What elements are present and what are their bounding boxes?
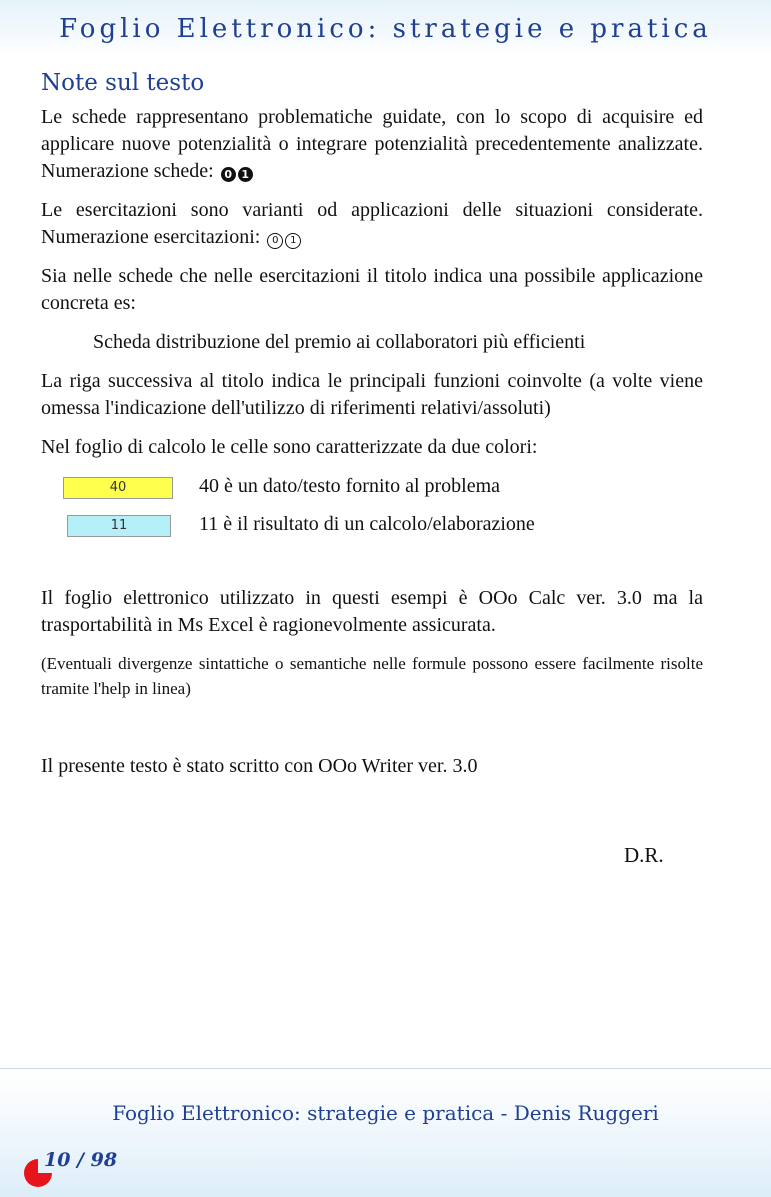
input-cell-sample: 40 — [63, 477, 173, 499]
paragraph-riga: La riga successiva al titolo indica le principali funzioni coinvolte (a volte viene omessa l'indicazione dell'utilizzo di riferimenti relativi/assoluti) — [41, 370, 703, 419]
result-cell-sample: 11 — [67, 515, 171, 537]
legend-text-input: 40 è un dato/testo fornito al problema — [199, 475, 501, 497]
page-footer — [0, 1068, 771, 1197]
signature: D.R. — [624, 843, 664, 867]
page-number: 10 / 98 — [44, 1149, 118, 1171]
filled-number-icon: 1 — [238, 167, 253, 182]
legend-row-result — [41, 511, 703, 549]
section-title: Note sul testo — [41, 70, 205, 96]
paragraph-schede: Le schede rappresentano problematiche guidate, con lo scopo di acquisire ed applicare nuove potenzialità o integrare potenzialità precedentemente analizzate. Numerazione schede: 0 1 — [41, 106, 703, 182]
page-header — [0, 0, 771, 54]
paragraph-calc: Il foglio elettronico utilizzato in questi esempi è OOo Calc ver. 3.0 ma la trasportabilità in Ms Excel è ragionevolmente assicurata. — [41, 587, 703, 636]
paragraph-esercitazioni: Le esercitazioni sono varianti od applicazioni delle situazioni considerate. Numerazione esercitazioni: 0 1 — [41, 199, 703, 248]
outline-number-icon: 0 — [267, 233, 283, 249]
legend-row-input — [41, 473, 703, 511]
color-legend — [41, 473, 703, 563]
footer-title: Foglio Elettronico: strategie e pratica - Denis Ruggeri — [112, 1101, 659, 1125]
paragraph-writer: Il presente testo è stato scritto con OOo Writer ver. 3.0 — [41, 755, 478, 777]
paragraph-note: (Eventuali divergenze sintattiche o semantiche nelle formule possono essere facilmente risolte tramite l'help in linea) — [41, 654, 703, 698]
outline-number-icon: 1 — [285, 233, 301, 249]
page-content — [41, 68, 703, 792]
filled-number-icon: 0 — [221, 167, 236, 182]
paragraph-titolo: Sia nelle schede che nelle esercitazioni il titolo indica una possibile applicazione concreta es: — [41, 265, 703, 314]
paragraph-colori: Nel foglio di calcolo le celle sono caratterizzate da due colori: — [41, 436, 538, 458]
legend-text-result: 11 è il risultato di un calcolo/elaborazione — [199, 513, 535, 535]
header-title: Foglio Elettronico: strategie e pratica — [59, 14, 712, 44]
example-title: Scheda distribuzione del premio ai collaboratori più efficienti — [93, 331, 586, 353]
